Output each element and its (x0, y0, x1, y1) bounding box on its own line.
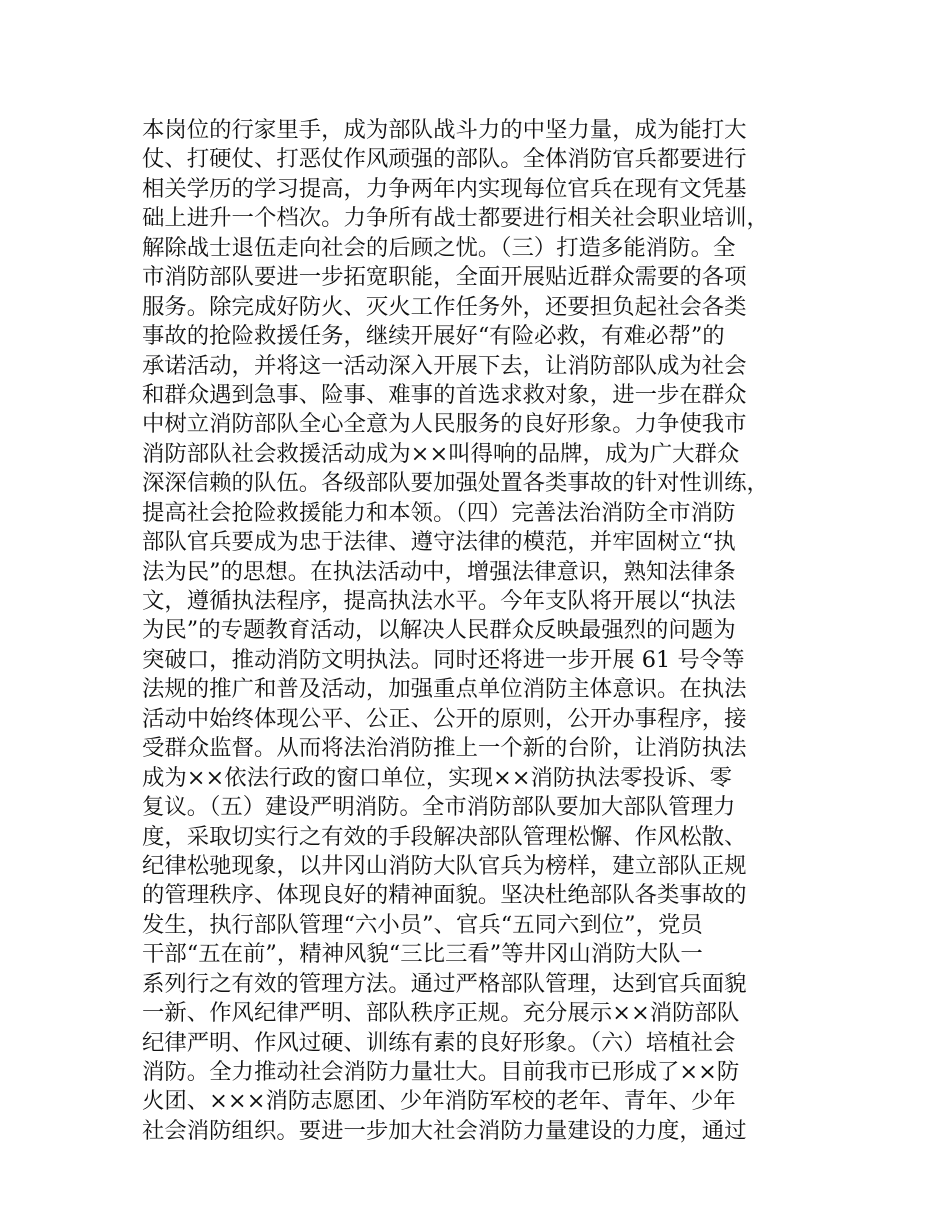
text-line: 纪律严明、作风过硬、训练有素的良好形象。（六）培植社会 (142, 1029, 736, 1056)
text-line: 消防。全力推动社会消防力量壮大。目前我市已形成了××防 (142, 1059, 740, 1085)
text-line: 解除战士退伍走向社会的后顾之忧。（三）打造多能消防。全 (142, 234, 736, 261)
text-line: 法规的推广和普及活动，加强重点单位消防主体意识。在执法 (142, 676, 747, 703)
text-line: 发生，执行部队管理“六小员”、官兵“五同六到位”，党员 (142, 911, 703, 938)
text-line: 础上进升一个档次。力争所有战士都要进行相关社会职业培训， (142, 205, 769, 232)
text-line: 本岗位的行家里手，成为部队战斗力的中坚力量，成为能打大 (142, 117, 747, 143)
text-line: 的管理秩序、体现良好的精神面貌。坚决杜绝部队各类事故的 (142, 882, 747, 909)
text-line: 火团、×××消防志愿团、少年消防军校的老年、青年、少年 (142, 1088, 736, 1115)
text-line: 系列行之有效的管理方法。通过严格部队管理，达到官兵面貌 (142, 970, 747, 997)
text-line: 提高社会抢险救援能力和本领。（四）完善法治消防全市消防 (142, 499, 736, 526)
text-line: 受群众监督。从而将法治消防推上一个新的台阶，让消防执法 (142, 735, 747, 762)
text-line: 突破口，推动消防文明执法。同时还将进一步开展 61 号令等 (142, 646, 745, 673)
text-line: 复议。（五）建设严明消防。全市消防部队要加大部队管理力 (142, 794, 736, 821)
text-line: 纪律松驰现象，以井冈山消防大队官兵为榜样，建立部队正规 (142, 852, 747, 879)
text-line: 法为民”的思想。在执法活动中，增强法律意识，熟知法律条 (142, 558, 736, 585)
text-line: 成为××依法行政的窗口单位，实现××消防执法零投诉、零 (142, 764, 733, 791)
text-line: 服务。除完成好防火、灭火工作任务外，还要担负起社会各类 (142, 293, 747, 320)
text-line: 仗、打硬仗、打恶仗作风顽强的部队。全体消防官兵都要进行 (142, 146, 747, 173)
text-line: 市消防部队要进一步拓宽职能，全面开展贴近群众需要的各项 (142, 264, 747, 291)
text-line: 消防部队社会救援活动成为××叫得响的品牌，成为广大群众 (142, 440, 740, 467)
text-line: 为民”的专题教育活动，以解决人民群众反映最强烈的问题为 (142, 617, 736, 644)
text-line: 度，采取切实行之有效的手段解决部队管理松懈、作风松散、 (142, 823, 747, 850)
text-line: 相关学历的学习提高，力争两年内实现每位官兵在现有文凭基 (142, 175, 747, 202)
text-line: 和群众遇到急事、险事、难事的首选求救对象，进一步在群众 (142, 381, 747, 408)
text-line: 干部“五在前”，精神风貌“三比三看”等井冈山消防大队一 (142, 941, 703, 968)
text-line: 社会消防组织。要进一步加大社会消防力量建设的力度，通过 (142, 1117, 747, 1144)
text-line: 承诺活动，并将这一活动深入开展下去，让消防部队成为社会 (142, 352, 747, 379)
text-line: 中树立消防部队全心全意为人民服务的良好形象。力争使我市 (142, 411, 747, 438)
text-line: 活动中始终体现公平、公正、公开的原则，公开办事程序，接 (142, 705, 747, 732)
text-line: 深深信赖的队伍。各级部队要加强处置各类事故的针对性训练， (142, 470, 769, 497)
text-line: 事故的抢险救援任务，继续开展好“有险必救，有难必帮”的 (142, 323, 725, 350)
body-text (142, 116, 832, 1146)
text-line: 文，遵循执法程序，提高执法水平。今年支队将开展以“执法 (142, 588, 736, 614)
text-line: 部队官兵要成为忠于法律、遵守法律的模范，并牢固树立“执 (142, 529, 736, 556)
text-line: 一新、作风纪律严明、部队秩序正规。充分展示××消防部队 (142, 1000, 740, 1027)
